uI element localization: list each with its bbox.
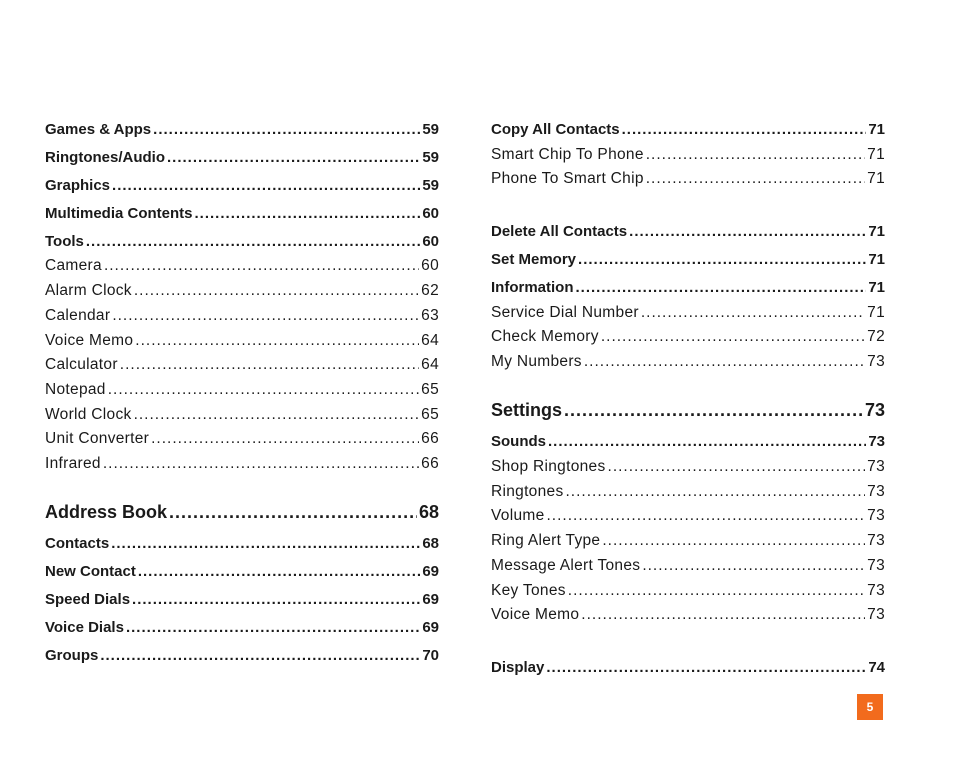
toc-leader-dots: [112, 177, 420, 194]
toc-entry-label: Voice Memo: [491, 606, 580, 623]
toc-leader-dots: [135, 332, 419, 350]
toc-entry-page: 71: [867, 304, 885, 321]
toc-entry-page: 73: [868, 433, 885, 450]
toc-entry-label: Speed Dials: [45, 591, 131, 608]
toc-entry-label: Copy All Contacts: [491, 121, 620, 138]
toc-entry-page: 60: [422, 233, 439, 250]
toc-entry-label: Sounds: [491, 433, 546, 450]
toc-entry-label: Phone To Smart Chip: [491, 170, 644, 187]
toc-leader-dots: [195, 205, 421, 222]
toc-entry[interactable]: [491, 400, 885, 421]
toc-entry[interactable]: [491, 659, 885, 676]
toc-leader-dots: [547, 507, 866, 525]
toc-entry-page: 68: [422, 535, 439, 552]
toc-leader-dots: [622, 121, 867, 138]
toc-entry-label: Service Dial Number: [491, 304, 639, 321]
toc-entry-page: 73: [867, 557, 885, 574]
toc-entry[interactable]: [491, 582, 885, 600]
toc-entry-page: 60: [421, 257, 439, 274]
toc-entry-label: New Contact: [45, 563, 136, 580]
toc-entry-label: Settings: [491, 400, 563, 420]
toc-entry-label: Message Alert Tones: [491, 557, 641, 574]
toc-leader-dots: [564, 400, 863, 421]
toc-entry-label: Calculator: [45, 356, 118, 373]
toc-leader-dots: [546, 659, 866, 676]
toc-entry-label: Set Memory: [491, 251, 577, 268]
toc-leader-dots: [112, 307, 419, 325]
toc-entry[interactable]: [45, 257, 439, 275]
toc-entry[interactable]: [491, 458, 885, 476]
toc-entry-page: 73: [867, 458, 885, 475]
toc-entry[interactable]: [45, 121, 439, 138]
toc-entry-page: 63: [421, 307, 439, 324]
toc-entry-page: 70: [422, 647, 439, 664]
toc-entry-page: 59: [422, 177, 439, 194]
toc-entry-page: 73: [867, 532, 885, 549]
toc-leader-dots: [578, 251, 866, 268]
toc-entry[interactable]: [45, 356, 439, 374]
toc-leader-dots: [108, 381, 419, 399]
toc-entry-page: 71: [868, 121, 885, 138]
toc-leader-dots: [104, 257, 419, 275]
toc-entry[interactable]: [491, 532, 885, 550]
toc-entry-label: Ringtones: [491, 483, 564, 500]
toc-entry-label: Key Tones: [491, 582, 566, 599]
toc-entry-label: Contacts: [45, 535, 110, 552]
toc-entry-page: 71: [868, 279, 885, 296]
toc-entry-label: Camera: [45, 257, 102, 274]
toc-entry[interactable]: [491, 146, 885, 164]
toc-leader-dots: [602, 532, 865, 550]
toc-entry-page: 59: [422, 121, 439, 138]
toc-entry-page: 69: [422, 591, 439, 608]
toc-entry-label: Multimedia Contents: [45, 205, 193, 222]
toc-leader-dots: [548, 433, 866, 450]
toc-leader-dots: [646, 146, 865, 164]
toc-entry[interactable]: [45, 455, 439, 473]
toc-leader-dots: [169, 502, 417, 523]
toc-entry-label: Smart Chip To Phone: [491, 146, 644, 163]
toc-entry[interactable]: [491, 507, 885, 525]
toc-entry[interactable]: [491, 483, 885, 501]
toc-leader-dots: [568, 582, 865, 600]
toc-leader-dots: [111, 535, 420, 552]
toc-entry-page: 64: [421, 356, 439, 373]
toc-leader-dots: [86, 233, 420, 250]
toc-entry[interactable]: [45, 647, 439, 664]
toc-entry[interactable]: [45, 307, 439, 325]
toc-entry-label: Display: [491, 659, 545, 676]
toc-leader-dots: [134, 282, 419, 300]
toc-entry-label: My Numbers: [491, 353, 582, 370]
toc-entry-label: Information: [491, 279, 574, 296]
toc-entry-page: 66: [421, 455, 439, 472]
toc-leader-dots: [134, 406, 420, 424]
toc-entry[interactable]: [45, 535, 439, 552]
toc-entry-label: Tools: [45, 233, 84, 250]
toc-leader-dots: [581, 606, 865, 624]
toc-entry[interactable]: [491, 433, 885, 450]
toc-entry[interactable]: [491, 304, 885, 322]
toc-entry-page: 60: [422, 205, 439, 222]
toc-entry-label: Infrared: [45, 455, 101, 472]
toc-entry-label: Voice Dials: [45, 619, 124, 636]
toc-entry-page: 65: [421, 406, 439, 423]
toc-leader-dots: [584, 353, 865, 371]
toc-leader-dots: [566, 483, 866, 501]
toc-leader-dots: [167, 149, 420, 166]
toc-entry-page: 71: [868, 223, 885, 240]
toc-entry-label: Notepad: [45, 381, 106, 398]
toc-entry[interactable]: [491, 121, 885, 138]
toc-leader-dots: [103, 455, 419, 473]
toc-entry-label: Voice Memo: [45, 332, 134, 349]
toc-leader-dots: [120, 356, 419, 374]
toc-leader-dots: [601, 328, 865, 346]
toc-leader-dots: [151, 430, 419, 448]
page-number-badge: 5: [857, 694, 883, 720]
toc-entry[interactable]: [491, 606, 885, 624]
toc-entry-label: Ring Alert Type: [491, 532, 601, 549]
toc-entry-label: Delete All Contacts: [491, 223, 628, 240]
toc-entry[interactable]: [491, 251, 885, 268]
toc-entry-page: 66: [421, 430, 439, 447]
toc-entry-page: 71: [867, 146, 885, 163]
toc-entry-label: Check Memory: [491, 328, 599, 345]
toc-leader-dots: [138, 563, 420, 580]
toc-leader-dots: [608, 458, 866, 476]
toc-entry-label: Graphics: [45, 177, 111, 194]
toc-entry-label: Ringtones/Audio: [45, 149, 165, 166]
toc-leader-dots: [126, 619, 420, 636]
toc-entry-page: 71: [867, 170, 885, 187]
toc-entry-page: 64: [421, 332, 439, 349]
toc-entry-page: 73: [864, 400, 885, 420]
toc-entry[interactable]: [45, 205, 439, 222]
toc-entry[interactable]: [45, 619, 439, 636]
toc-entry-label: World Clock: [45, 406, 132, 423]
toc-entry-page: 73: [867, 507, 885, 524]
toc-entry-label: Alarm Clock: [45, 282, 132, 299]
toc-leader-dots: [100, 647, 420, 664]
toc-leader-dots: [576, 279, 867, 296]
toc-leader-dots: [132, 591, 420, 608]
toc-entry[interactable]: [45, 149, 439, 166]
toc-entry-page: 72: [867, 328, 885, 345]
toc-entry-label: Groups: [45, 647, 99, 664]
toc-entry[interactable]: [45, 233, 439, 250]
toc-entry[interactable]: [491, 223, 885, 240]
toc-entry-page: 71: [868, 251, 885, 268]
toc-entry[interactable]: [491, 557, 885, 575]
toc-entry-page: 73: [867, 353, 885, 370]
toc-entry[interactable]: [45, 502, 439, 523]
toc-entry-page: 74: [868, 659, 885, 676]
toc-entry[interactable]: [45, 332, 439, 350]
toc-entry[interactable]: [45, 430, 439, 448]
toc-entry[interactable]: [45, 406, 439, 424]
toc-leader-dots: [629, 223, 866, 240]
toc-entry-label: Volume: [491, 507, 545, 524]
toc-entry[interactable]: [491, 353, 885, 371]
toc-leader-dots: [153, 121, 420, 138]
toc-leader-dots: [641, 304, 865, 322]
toc-entry[interactable]: [491, 328, 885, 346]
toc-entry[interactable]: [491, 279, 885, 296]
toc-entry[interactable]: [45, 381, 439, 399]
toc-entry-page: 69: [422, 563, 439, 580]
toc-entry-label: Unit Converter: [45, 430, 150, 447]
toc-entry-page: 73: [867, 483, 885, 500]
toc-leader-dots: [646, 170, 865, 188]
toc-entry[interactable]: [45, 563, 439, 580]
toc-entry-label: Address Book: [45, 502, 168, 522]
toc-entry[interactable]: [491, 170, 885, 188]
toc-leader-dots: [642, 557, 865, 575]
toc-entry-label: Games & Apps: [45, 121, 152, 138]
toc-entry-page: 68: [418, 502, 439, 522]
toc-entry-page: 73: [867, 582, 885, 599]
toc-entry-label: Shop Ringtones: [491, 458, 606, 475]
toc-entry-page: 69: [422, 619, 439, 636]
toc-entry-page: 62: [421, 282, 439, 299]
toc-entry-page: 59: [422, 149, 439, 166]
toc-entry-label: Calendar: [45, 307, 111, 324]
toc-entry[interactable]: [45, 282, 439, 300]
toc-entry-page: 65: [421, 381, 439, 398]
toc-entry-page: 73: [867, 606, 885, 623]
toc-entry[interactable]: [45, 177, 439, 194]
toc-entry[interactable]: [45, 591, 439, 608]
